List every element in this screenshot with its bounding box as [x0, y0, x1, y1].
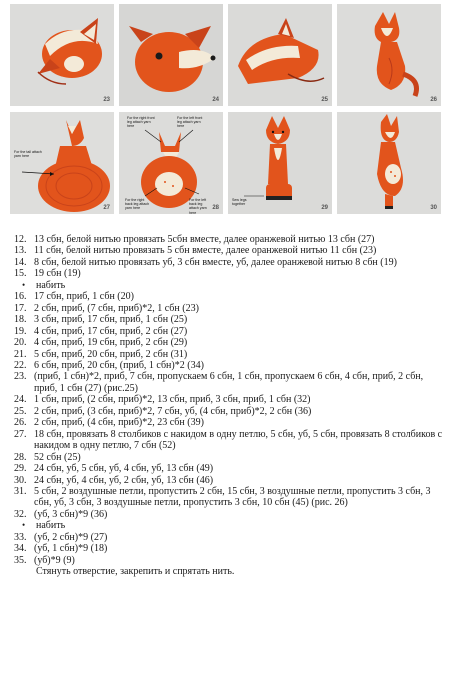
photo-note: Sew legs together [232, 198, 247, 207]
pattern-row [14, 509, 446, 520]
photo-number: 24 [212, 97, 219, 103]
row-number: 19. [14, 325, 27, 337]
row-number: 25. [14, 405, 27, 417]
row-number: 34. [14, 543, 27, 555]
pattern-instructions [14, 234, 446, 578]
row-number: 32. [14, 508, 27, 520]
pattern-row [14, 417, 446, 428]
row-text: 2 сбн, приб, (4 сбн, приб)*2, 23 сбн (39) [34, 417, 204, 429]
bullet-item [14, 520, 446, 531]
pattern-row [14, 314, 446, 325]
photo-grid [10, 4, 443, 214]
pattern-row [14, 463, 446, 474]
fox-head-photo [228, 4, 332, 106]
pattern-row [14, 268, 446, 279]
row-number: 18. [14, 314, 27, 326]
pattern-row [14, 429, 446, 452]
fox-back-photo [10, 112, 114, 214]
row-number: 27. [14, 428, 27, 440]
pattern-row [14, 360, 446, 371]
pattern-row [14, 303, 446, 314]
step-photo-27 [10, 112, 114, 214]
row-number: 22. [14, 359, 27, 371]
row-number: 29. [14, 463, 27, 475]
row-text: 8 сбн, белой нитью провязать уб, 3 сбн вместе, уб, далее оранжевой нитью 8 сбн (19) [34, 256, 397, 268]
photo-note: For the left front leg attach yarn here [177, 116, 203, 129]
row-text: 5 сбн, приб, 20 сбн, приб, 2 сбн (31) [34, 348, 188, 360]
photo-number: 30 [430, 205, 437, 211]
row-number: 15. [14, 268, 27, 280]
pattern-row [14, 532, 446, 543]
photo-number: 26 [430, 97, 437, 103]
step-photo-29 [228, 112, 332, 214]
pattern-row [14, 555, 446, 566]
photo-note: For the right front leg attach yarn here [127, 116, 155, 129]
pattern-row [14, 406, 446, 417]
row-number: 13. [14, 245, 27, 257]
pattern-row [14, 566, 446, 577]
row-text: (приб, 1 сбн)*2, приб, 7 сбн, пропускаем 6 сбн, 1 сбн, пропускаем 6 сбн, 4 сбн, приб, 2 сбн, приб, 1 сбн (27) (рис.25) [34, 371, 424, 394]
row-text: 4 сбн, приб, 19 сбн, приб, 2 сбн (29) [34, 337, 188, 349]
pattern-row [14, 257, 446, 268]
row-text: 2 сбн, приб, (7 сбн, приб)*2, 1 сбн (23) [34, 302, 199, 314]
row-number: 21. [14, 348, 27, 360]
step-photo-26 [337, 4, 441, 106]
row-text: 3 сбн, приб, 17 сбн, приб, 1 сбн (25) [34, 314, 188, 326]
row-text: 24 сбн, уб, 4 сбн, уб, 2 сбн, уб, 13 сбн (46) [34, 474, 214, 486]
row-number: 35. [14, 554, 27, 566]
step-photo-30 [337, 112, 441, 214]
row-number: 28. [14, 451, 27, 463]
fox-head-photo [119, 4, 223, 106]
photo-note: For the right back leg attach yarn here [125, 198, 150, 211]
fox-head-photo [10, 4, 114, 106]
photo-number: 28 [212, 205, 219, 211]
row-number: 23. [14, 371, 27, 383]
pattern-row [14, 475, 446, 486]
row-text: 4 сбн, приб, 17 сбн, приб, 2 сбн (27) [34, 325, 188, 337]
row-number: 20. [14, 337, 27, 349]
row-text: 1 сбн, приб, (2 сбн, приб)*2, 13 сбн, приб, 3 сбн, приб, 1 сбн (32) [34, 394, 311, 406]
photo-note: For the tail attach yarn here [14, 150, 42, 159]
row-text: 24 сбн, уб, 5 сбн, уб, 4 сбн, уб, 13 сбн (49) [34, 463, 214, 475]
pattern-row [14, 349, 446, 360]
photo-number: 23 [103, 97, 110, 103]
row-text: (уб, 2 сбн)*9 (27) [34, 531, 108, 543]
pattern-row [14, 337, 446, 348]
row-number: 12. [14, 234, 27, 245]
row-text: набить [36, 279, 66, 291]
row-text: 19 сбн (19) [34, 268, 81, 280]
pattern-row [14, 371, 446, 394]
step-photo-28 [119, 112, 223, 214]
photo-note: For the left back leg attach yarn here [189, 198, 207, 214]
row-number: 16. [14, 291, 27, 303]
pattern-row [14, 486, 446, 509]
row-number: 26. [14, 417, 27, 429]
pattern-row [14, 245, 446, 256]
row-text: 17 сбн, приб, 1 сбн (20) [34, 291, 134, 303]
row-number: 30. [14, 474, 27, 486]
photo-number: 25 [321, 97, 328, 103]
row-number: • [22, 520, 26, 531]
fox-body-photo [337, 4, 441, 106]
row-text: Стянуть отверстие, закрепить и спрятать нить. [36, 566, 235, 578]
row-number: 33. [14, 531, 27, 543]
row-number: 14. [14, 256, 27, 268]
row-text: 6 сбн, приб, 20 сбн, (приб, 1 сбн)*2 (34) [34, 359, 204, 371]
step-photo-24 [119, 4, 223, 106]
row-text: 2 сбн, приб, (3 сбн, приб)*2, 7 сбн, уб, (4 сбн, приб)*2, 2 сбн (36) [34, 405, 312, 417]
photo-number: 27 [103, 205, 110, 211]
row-text: 5 сбн, 2 воздушные петли, пропустить 2 сбн, 15 сбн, 3 воздушные петли, пропустить 3 сбн, 3 сбн, уб, 3 сбн, 3 воздушные петли, пропустить 3 сбн, 10 сбн (45) (рис. 26) [34, 485, 431, 509]
pattern-row [14, 543, 446, 554]
row-text: 13 сбн, белой нитью провязать 5сбн вместе, далее оранжевой нитью 13 сбн (27) [34, 234, 375, 245]
step-photo-23 [10, 4, 114, 106]
row-text: (уб, 1 сбн)*9 (18) [34, 543, 108, 555]
bullet-item [14, 280, 446, 291]
fox-side-photo [337, 112, 441, 214]
photo-number: 29 [321, 205, 328, 211]
row-text: (уб, 3 сбн)*9 (36) [34, 508, 108, 520]
pattern-row [14, 394, 446, 405]
pattern-row [14, 291, 446, 302]
step-photo-25 [228, 4, 332, 106]
row-text: 18 сбн, провязать 8 столбиков с накидом в одну петлю, 5 сбн, уб, 5 сбн, провязать 8 столбиков с накидом в одну петлю, 7 сбн (52) [34, 428, 443, 452]
row-number: 24. [14, 394, 27, 406]
pattern-row [14, 326, 446, 337]
pattern-row [14, 234, 446, 245]
row-number: • [22, 279, 26, 290]
row-text: 52 сбн (25) [34, 451, 81, 463]
row-number: 31. [14, 485, 27, 497]
row-text: 11 сбн, белой нитью провязать 5 сбн вместе, далее оранжевой нитью 11 сбн (23) [34, 245, 377, 257]
row-text: (уб)*9 (9) [34, 554, 75, 566]
pattern-row [14, 452, 446, 463]
row-text: набить [36, 520, 66, 532]
row-number: 17. [14, 302, 27, 314]
